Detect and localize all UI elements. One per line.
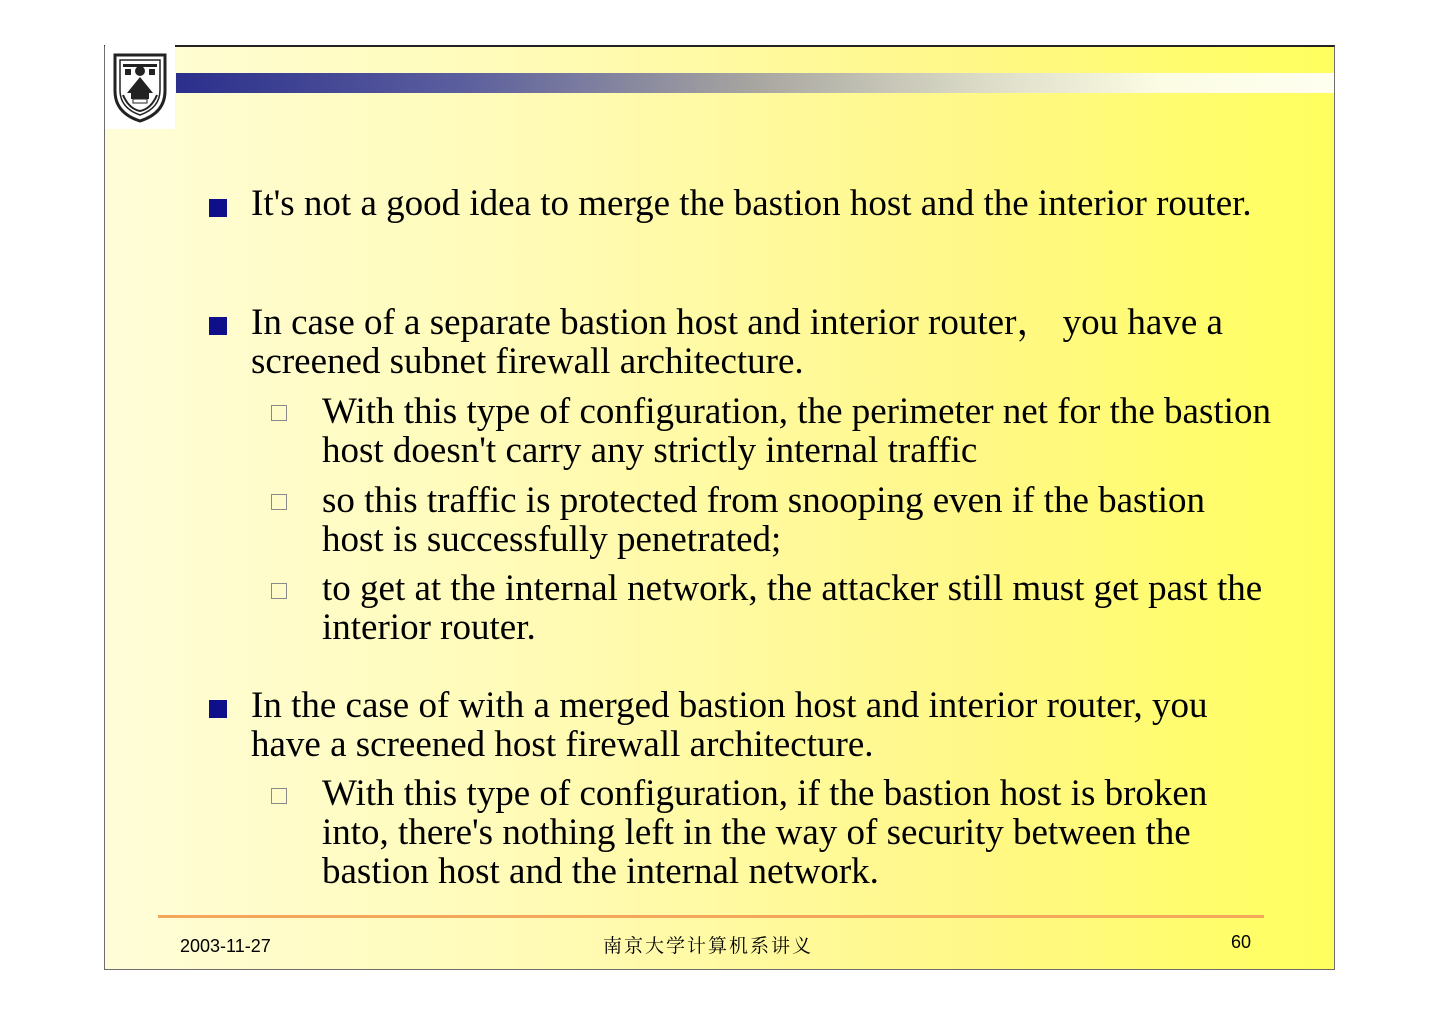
bullet-hollow-icon bbox=[271, 583, 287, 599]
sub-bullet-text-2-3: to get at the internal network, the attacker still must get past the interior router. bbox=[322, 568, 1263, 648]
sub-bullet-text-3-1: With this type of configuration, if the bastion host is broken into, there's nothing left in the way of security between the bastion host and the internal network. bbox=[322, 773, 1208, 892]
bullet-hollow-icon bbox=[271, 405, 287, 421]
footer-date: 2003-11-27 bbox=[180, 936, 271, 956]
bullet-hollow-icon bbox=[271, 788, 287, 804]
slide-content bbox=[105, 47, 1334, 969]
sub-bullet-text-2-2: so this traffic is protected from snooping even if the bastion host is successfully penetrated; bbox=[322, 480, 1206, 560]
bullet-hollow-icon bbox=[271, 494, 287, 510]
slide bbox=[104, 45, 1335, 970]
footer-divider bbox=[158, 915, 1264, 918]
bullet-square-icon bbox=[209, 199, 227, 217]
bullet-text-3: In the case of with a merged bastion host and interior router, you have a screened host firewall architecture. bbox=[251, 685, 1208, 765]
bullet-square-icon bbox=[209, 317, 227, 335]
footer-course-title: 南京大学计算机系讲义 bbox=[603, 935, 814, 957]
footer-page-number: 60 bbox=[1231, 932, 1252, 952]
bullet-text-2: In case of a separate bastion host and interior router， you have a screened subnet firewall architecture. bbox=[251, 302, 1223, 382]
sub-bullet-text-2-1: With this type of configuration, the perimeter net for the bastion host doesn't carry any strictly internal traffic bbox=[322, 391, 1271, 471]
bullet-square-icon bbox=[209, 700, 227, 718]
bullet-text-1: It's not a good idea to merge the bastion host and the interior router. bbox=[251, 183, 1252, 224]
